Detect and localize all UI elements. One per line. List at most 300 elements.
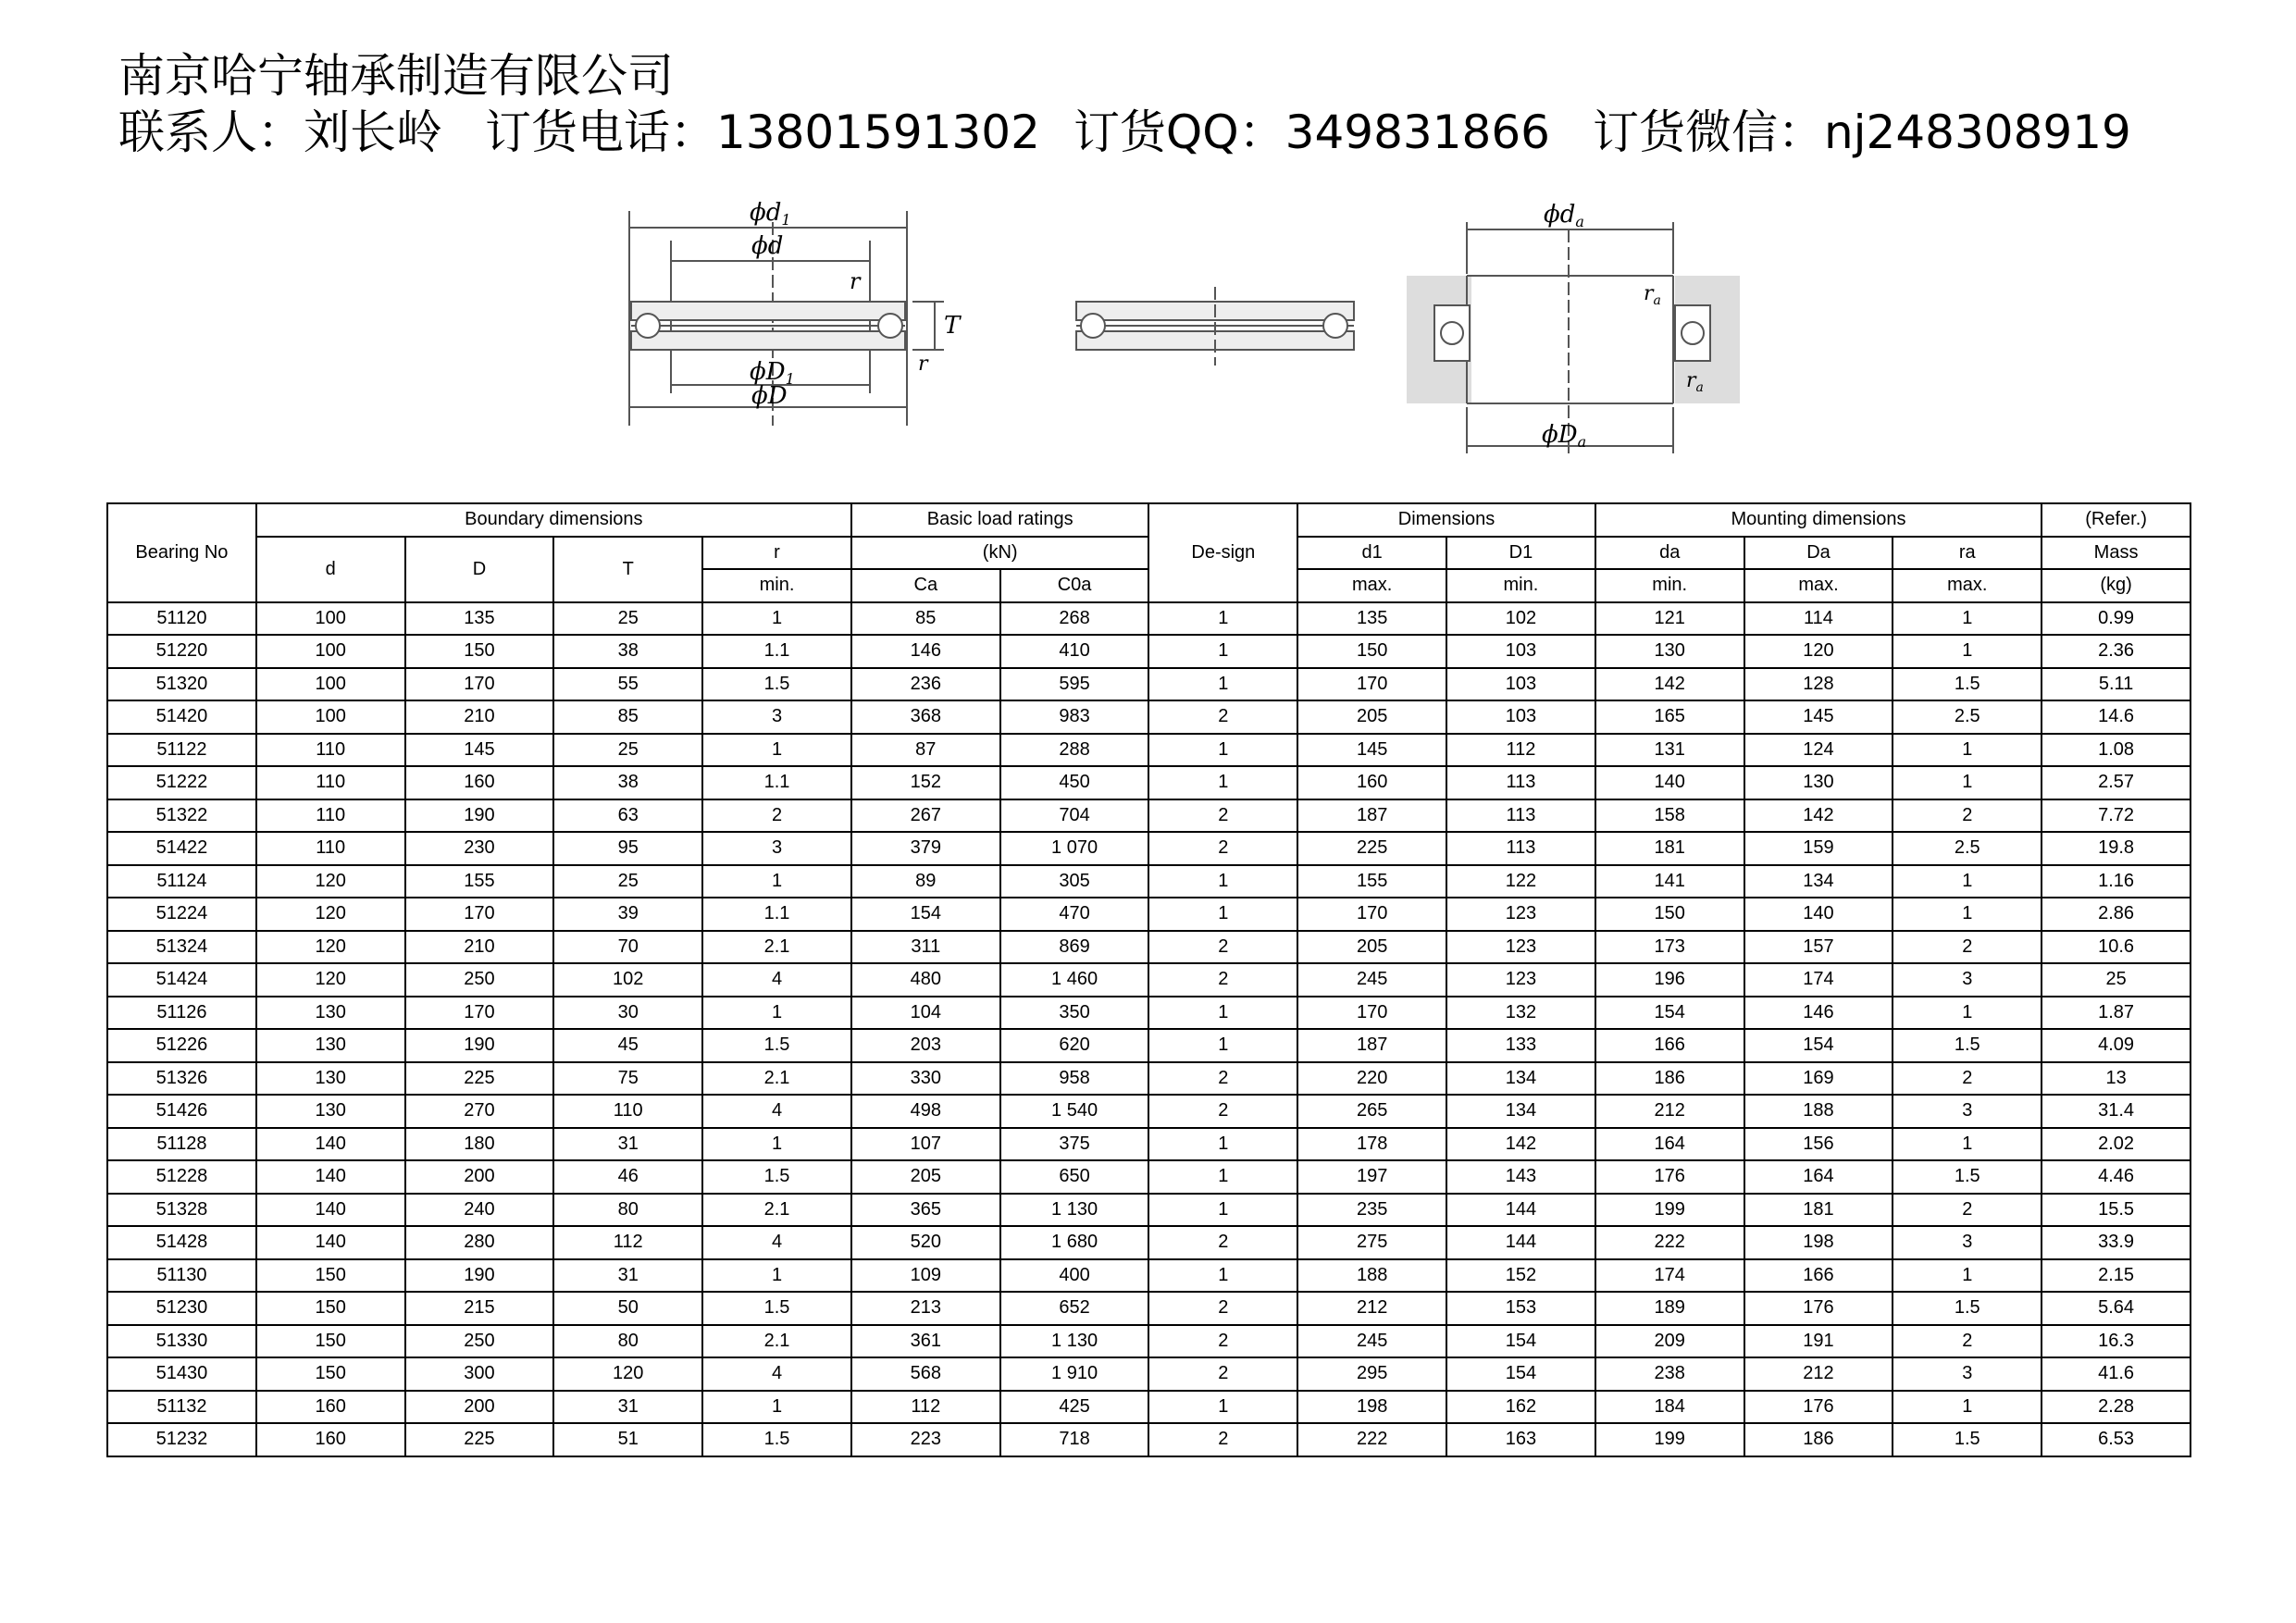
table-cell: 155 (405, 865, 554, 898)
table-cell: 1 (1148, 668, 1297, 701)
table-cell: 51120 (107, 602, 256, 636)
table-cell: 170 (405, 898, 554, 931)
table-cell: 51 (553, 1423, 702, 1456)
table-cell: 103 (1446, 700, 1595, 734)
table-cell: 212 (1744, 1357, 1893, 1391)
table-cell: 300 (405, 1357, 554, 1391)
table-cell: 1 (1148, 1259, 1297, 1293)
table-cell: 63 (553, 799, 702, 833)
table-row (107, 734, 2191, 767)
table-cell: 146 (851, 635, 1000, 668)
table-cell: 181 (1744, 1194, 1893, 1227)
table-cell: 109 (851, 1259, 1000, 1293)
table-cell: 4.46 (2042, 1160, 2191, 1194)
label-phi-da: ϕda (1544, 201, 1584, 230)
bearing-mounting-diagram (1397, 185, 1749, 463)
table-row (107, 1062, 2191, 1096)
header-d: d (256, 537, 405, 602)
table-cell: 2.57 (2042, 766, 2191, 799)
table-cell: 10.6 (2042, 931, 2191, 964)
table-cell: 4 (702, 1357, 851, 1391)
table-cell: 368 (851, 700, 1000, 734)
header-Da: Da (1744, 537, 1893, 570)
table-cell: 51126 (107, 997, 256, 1030)
table-cell: 2 (1148, 1226, 1297, 1259)
table-row (107, 1160, 2191, 1194)
table-cell: 200 (405, 1391, 554, 1424)
table-cell: 1 (702, 865, 851, 898)
table-cell: 128 (1744, 668, 1893, 701)
table-cell: 213 (851, 1292, 1000, 1325)
header-D1: D1 (1446, 537, 1595, 570)
table-cell: 170 (1297, 668, 1446, 701)
table-cell: 174 (1595, 1259, 1744, 1293)
table-cell: 51320 (107, 668, 256, 701)
table-cell: 176 (1595, 1160, 1744, 1194)
table-cell: 51220 (107, 635, 256, 668)
table-cell: 1.87 (2042, 997, 2191, 1030)
table-cell: 2.28 (2042, 1391, 2191, 1424)
table-cell: 1 (1893, 1128, 2042, 1161)
header-basic-load-ratings: Basic load ratings (851, 503, 1149, 537)
table-cell: 165 (1595, 700, 1744, 734)
table-cell: 51130 (107, 1259, 256, 1293)
table-cell: 1.5 (1893, 1423, 2042, 1456)
table-cell: 209 (1595, 1325, 1744, 1358)
table-cell: 190 (405, 1029, 554, 1062)
table-cell: 1 (1893, 898, 2042, 931)
table-cell: 51222 (107, 766, 256, 799)
table-cell: 30 (553, 997, 702, 1030)
table-cell: 113 (1446, 799, 1595, 833)
table-cell: 170 (1297, 898, 1446, 931)
table-cell: 198 (1297, 1391, 1446, 1424)
table-cell: 480 (851, 963, 1000, 997)
table-cell: 425 (1000, 1391, 1149, 1424)
header-D1-min: min. (1446, 569, 1595, 602)
table-cell: 39 (553, 898, 702, 931)
table-cell: 130 (256, 1095, 405, 1128)
table-cell: 1 (1148, 734, 1297, 767)
contact-person: 刘长岭 (304, 105, 442, 159)
table-cell: 245 (1297, 963, 1446, 997)
table-cell: 110 (256, 734, 405, 767)
table-cell: 130 (1744, 766, 1893, 799)
table-row (107, 963, 2191, 997)
table-cell: 2 (1148, 1095, 1297, 1128)
table-cell: 51122 (107, 734, 256, 767)
table-cell: 1 130 (1000, 1194, 1149, 1227)
table-cell: 178 (1297, 1128, 1446, 1161)
table-cell: 143 (1446, 1160, 1595, 1194)
table-row (107, 1226, 2191, 1259)
header-C0a: C0a (1000, 569, 1149, 602)
table-cell: 270 (405, 1095, 554, 1128)
table-cell: 2 (1148, 1325, 1297, 1358)
table-cell: 1 (702, 602, 851, 636)
table-cell: 140 (1595, 766, 1744, 799)
table-cell: 145 (1297, 734, 1446, 767)
table-row (107, 799, 2191, 833)
table-cell: 1 (1148, 1160, 1297, 1194)
table-cell: 3 (702, 700, 851, 734)
table-cell: 160 (1297, 766, 1446, 799)
table-row (107, 1194, 2191, 1227)
table-cell: 152 (851, 766, 1000, 799)
table-cell: 869 (1000, 931, 1149, 964)
table-cell: 114 (1744, 602, 1893, 636)
table-cell: 104 (851, 997, 1000, 1030)
table-cell: 225 (405, 1062, 554, 1096)
table-cell: 164 (1595, 1128, 1744, 1161)
table-cell: 205 (851, 1160, 1000, 1194)
table-cell: 2 (1148, 931, 1297, 964)
table-cell: 198 (1744, 1226, 1893, 1259)
table-cell: 180 (405, 1128, 554, 1161)
table-cell: 51124 (107, 865, 256, 898)
table-cell: 188 (1297, 1259, 1446, 1293)
table-cell: 2.1 (702, 1062, 851, 1096)
table-cell: 133 (1446, 1029, 1595, 1062)
header-da: da (1595, 537, 1744, 570)
table-cell: 31 (553, 1391, 702, 1424)
table-cell: 140 (1744, 898, 1893, 931)
table-cell: 215 (405, 1292, 554, 1325)
table-cell: 1 (1893, 635, 2042, 668)
table-cell: 100 (256, 635, 405, 668)
table-cell: 130 (256, 1029, 405, 1062)
table-cell: 196 (1595, 963, 1744, 997)
table-cell: 150 (1297, 635, 1446, 668)
table-row (107, 1029, 2191, 1062)
table-cell: 3 (702, 832, 851, 865)
table-cell: 200 (405, 1160, 554, 1194)
table-cell: 113 (1446, 766, 1595, 799)
header-ra: ra (1893, 537, 2042, 570)
table-cell: 267 (851, 799, 1000, 833)
table-cell: 152 (1446, 1259, 1595, 1293)
table-cell: 154 (851, 898, 1000, 931)
table-cell: 7.72 (2042, 799, 2191, 833)
table-cell: 199 (1595, 1194, 1744, 1227)
header-boundary-dimensions: Boundary dimensions (256, 503, 851, 537)
table-cell: 268 (1000, 602, 1149, 636)
label-r-top: r (850, 268, 861, 294)
table-cell: 203 (851, 1029, 1000, 1062)
table-cell: 170 (405, 668, 554, 701)
table-cell: 174 (1744, 963, 1893, 997)
table-cell: 150 (256, 1292, 405, 1325)
table-cell: 156 (1744, 1128, 1893, 1161)
table-cell: 186 (1744, 1423, 1893, 1456)
table-cell: 280 (405, 1226, 554, 1259)
table-cell: 2 (1148, 963, 1297, 997)
table-cell: 46 (553, 1160, 702, 1194)
table-cell: 51328 (107, 1194, 256, 1227)
table-cell: 102 (1446, 602, 1595, 636)
table-cell: 80 (553, 1325, 702, 1358)
table-cell: 170 (1297, 997, 1446, 1030)
table-cell: 2.02 (2042, 1128, 2191, 1161)
table-cell: 1.5 (1893, 668, 2042, 701)
table-cell: 163 (1446, 1423, 1595, 1456)
header-refer: (Refer.) (2042, 503, 2191, 537)
table-cell: 134 (1446, 1062, 1595, 1096)
table-cell: 154 (1595, 997, 1744, 1030)
table-cell: 1.1 (702, 898, 851, 931)
table-cell: 164 (1744, 1160, 1893, 1194)
table-cell: 16.3 (2042, 1325, 2191, 1358)
table-cell: 620 (1000, 1029, 1149, 1062)
table-cell: 100 (256, 668, 405, 701)
table-cell: 1 (1148, 1194, 1297, 1227)
table-cell: 1 (1148, 865, 1297, 898)
table-cell: 1 130 (1000, 1325, 1149, 1358)
table-cell: 450 (1000, 766, 1149, 799)
table-cell: 51430 (107, 1357, 256, 1391)
table-cell: 75 (553, 1062, 702, 1096)
table-cell: 2 (1148, 799, 1297, 833)
table-cell: 379 (851, 832, 1000, 865)
table-cell: 2 (1148, 1292, 1297, 1325)
table-cell: 150 (1595, 898, 1744, 931)
table-cell: 718 (1000, 1423, 1149, 1456)
table-cell: 150 (256, 1357, 405, 1391)
table-cell: 205 (1297, 700, 1446, 734)
table-cell: 2.1 (702, 1194, 851, 1227)
table-cell: 1 910 (1000, 1357, 1149, 1391)
table-row (107, 1325, 2191, 1358)
table-cell: 142 (1744, 799, 1893, 833)
table-row (107, 1391, 2191, 1424)
bearing-diagrams (0, 185, 2296, 463)
table-cell: 14.6 (2042, 700, 2191, 734)
table-cell: 498 (851, 1095, 1000, 1128)
table-cell: 181 (1595, 832, 1744, 865)
table-cell: 130 (256, 1062, 405, 1096)
label-ra-bottom: $r_a$ (1686, 369, 1704, 395)
table-cell: 1.5 (702, 1423, 851, 1456)
table-cell: 1 (1893, 865, 2042, 898)
table-cell: 120 (256, 865, 405, 898)
table-cell: 50 (553, 1292, 702, 1325)
table-cell: 51324 (107, 931, 256, 964)
table-cell: 2.5 (1893, 700, 2042, 734)
header-design: De-sign (1148, 503, 1297, 602)
phone-label: 订货电话： (485, 105, 716, 159)
table-cell: 51424 (107, 963, 256, 997)
table-cell: 173 (1595, 931, 1744, 964)
table-cell: 2.36 (2042, 635, 2191, 668)
table-cell: 187 (1297, 799, 1446, 833)
header-da-min: min. (1595, 569, 1744, 602)
table-cell: 155 (1297, 865, 1446, 898)
table-cell: 2 (1893, 799, 2042, 833)
table-cell: 51426 (107, 1095, 256, 1128)
table-cell: 238 (1595, 1357, 1744, 1391)
header-load-unit: (kN) (851, 537, 1149, 570)
table-cell: 2 (1148, 1423, 1297, 1456)
table-cell: 38 (553, 766, 702, 799)
table-cell: 110 (256, 799, 405, 833)
table-cell: 112 (553, 1226, 702, 1259)
table-cell: 2.86 (2042, 898, 2191, 931)
table-cell: 31 (553, 1259, 702, 1293)
table-cell: 1 (1148, 1391, 1297, 1424)
table-cell: 1 (1148, 766, 1297, 799)
table-cell: 51420 (107, 700, 256, 734)
table-cell: 1 (702, 1391, 851, 1424)
table-cell: 31.4 (2042, 1095, 2191, 1128)
table-cell: 1 460 (1000, 963, 1149, 997)
label-r-bottom: r (918, 353, 928, 376)
table-cell: 595 (1000, 668, 1149, 701)
table-cell: 102 (553, 963, 702, 997)
table-cell: 470 (1000, 898, 1149, 931)
table-cell: 131 (1595, 734, 1744, 767)
table-cell: 330 (851, 1062, 1000, 1096)
table-cell: 158 (1595, 799, 1744, 833)
table-cell: 153 (1446, 1292, 1595, 1325)
table-cell: 55 (553, 668, 702, 701)
table-cell: 33.9 (2042, 1226, 2191, 1259)
table-cell: 103 (1446, 635, 1595, 668)
label-ra-top: $r_a$ (1644, 282, 1661, 308)
table-row (107, 1095, 2191, 1128)
table-cell: 1 (1148, 602, 1297, 636)
table-cell: 176 (1744, 1391, 1893, 1424)
table-row (107, 602, 2191, 636)
table-cell: 166 (1744, 1259, 1893, 1293)
header-mass-unit: (kg) (2042, 569, 2191, 602)
table-cell: 146 (1744, 997, 1893, 1030)
table-cell: 1 (1893, 766, 2042, 799)
table-cell: 188 (1744, 1095, 1893, 1128)
table-cell: 85 (553, 700, 702, 734)
table-cell: 190 (405, 1259, 554, 1293)
table-cell: 41.6 (2042, 1357, 2191, 1391)
table-cell: 1 (1893, 997, 2042, 1030)
table-cell: 2 (1148, 1062, 1297, 1096)
table-cell: 2.15 (2042, 1259, 2191, 1293)
header-d1: d1 (1297, 537, 1446, 570)
table-cell: 2 (702, 799, 851, 833)
table-cell: 0.99 (2042, 602, 2191, 636)
table-cell: 210 (405, 931, 554, 964)
table-cell: 1 (702, 997, 851, 1030)
table-cell: 1 680 (1000, 1226, 1149, 1259)
table-cell: 365 (851, 1194, 1000, 1227)
table-cell: 87 (851, 734, 1000, 767)
table-cell: 361 (851, 1325, 1000, 1358)
label-phi-D1: ϕD1 (750, 358, 795, 388)
table-cell: 236 (851, 668, 1000, 701)
table-cell: 1 (1893, 602, 2042, 636)
table-cell: 70 (553, 931, 702, 964)
table-row (107, 700, 2191, 734)
contact-line (118, 104, 2247, 161)
table-cell: 1.1 (702, 635, 851, 668)
table-cell: 25 (553, 602, 702, 636)
table-cell: 130 (1595, 635, 1744, 668)
header-T: T (553, 537, 702, 602)
table-cell: 652 (1000, 1292, 1149, 1325)
table-cell: 150 (256, 1325, 405, 1358)
table-cell: 5.11 (2042, 668, 2191, 701)
table-row (107, 865, 2191, 898)
label-T: T (944, 312, 961, 340)
table-cell: 400 (1000, 1259, 1149, 1293)
document-header (118, 48, 2247, 161)
company-name: 南京哈宁轴承制造有限公司 (118, 49, 674, 103)
table-cell: 295 (1297, 1357, 1446, 1391)
table-cell: 2 (1893, 1194, 2042, 1227)
table-cell: 1 (1893, 734, 2042, 767)
table-cell: 51230 (107, 1292, 256, 1325)
table-cell: 704 (1000, 799, 1149, 833)
table-cell: 51428 (107, 1226, 256, 1259)
table-cell: 142 (1595, 668, 1744, 701)
header-bearing-no: Bearing No (107, 503, 256, 602)
table-cell: 120 (256, 963, 405, 997)
table-cell: 160 (256, 1423, 405, 1456)
table-cell: 1.5 (702, 1292, 851, 1325)
table-cell: 107 (851, 1128, 1000, 1161)
table-cell: 166 (1595, 1029, 1744, 1062)
table-row (107, 1357, 2191, 1391)
table-cell: 958 (1000, 1062, 1149, 1096)
table-cell: 160 (405, 766, 554, 799)
table-cell: 223 (851, 1423, 1000, 1456)
table-cell: 51228 (107, 1160, 256, 1194)
table-cell: 160 (256, 1391, 405, 1424)
table-cell: 191 (1744, 1325, 1893, 1358)
table-cell: 4 (702, 1095, 851, 1128)
table-cell: 1 540 (1000, 1095, 1149, 1128)
table-cell: 189 (1595, 1292, 1744, 1325)
header-Ca: Ca (851, 569, 1000, 602)
table-cell: 150 (405, 635, 554, 668)
table-cell: 15.5 (2042, 1194, 2191, 1227)
table-cell: 184 (1595, 1391, 1744, 1424)
table-cell: 212 (1297, 1292, 1446, 1325)
table-cell: 220 (1297, 1062, 1446, 1096)
table-cell: 1.5 (1893, 1292, 2042, 1325)
table-cell: 520 (851, 1226, 1000, 1259)
table-cell: 1.16 (2042, 865, 2191, 898)
table-cell: 100 (256, 700, 405, 734)
table-cell: 288 (1000, 734, 1149, 767)
table-cell: 124 (1744, 734, 1893, 767)
table-cell: 51326 (107, 1062, 256, 1096)
table-cell: 154 (1744, 1029, 1893, 1062)
table-cell: 31 (553, 1128, 702, 1161)
table-cell: 1 (1893, 1391, 2042, 1424)
table-cell: 120 (1744, 635, 1893, 668)
table-cell: 3 (1893, 1226, 2042, 1259)
table-cell: 140 (256, 1128, 405, 1161)
bearing-spec-table (106, 502, 2191, 1457)
table-cell: 162 (1446, 1391, 1595, 1424)
table-cell: 1.5 (702, 1160, 851, 1194)
table-cell: 1.5 (1893, 1160, 2042, 1194)
table-cell: 6.53 (2042, 1423, 2191, 1456)
table-row (107, 1292, 2191, 1325)
table-cell: 123 (1446, 898, 1595, 931)
table-cell: 141 (1595, 865, 1744, 898)
table-cell: 2.5 (1893, 832, 2042, 865)
table-row (107, 1423, 2191, 1456)
